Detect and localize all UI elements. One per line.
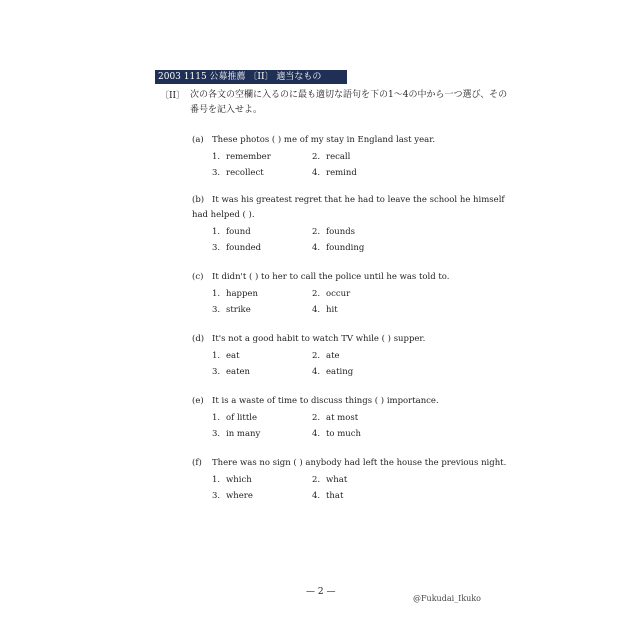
option: 1. eat	[212, 351, 240, 361]
option: 3. strike	[212, 305, 251, 315]
option: 4. founding	[312, 243, 365, 253]
option: 4. hit	[312, 305, 338, 315]
question-label: (e)	[192, 396, 204, 406]
question-stem: It's not a good habit to watch TV while ( ) supper.	[212, 334, 426, 344]
option: 2. at most	[312, 413, 359, 423]
question-label: (a)	[192, 135, 204, 145]
section-instruction: 次の各文の空欄に入るのに最も適切な語句を下の1〜4の中から一つ選び、その番号を記入せよ。	[190, 90, 508, 115]
option: 3. where	[212, 491, 253, 501]
option: 3. recollect	[212, 168, 264, 178]
option: 2. what	[312, 475, 348, 485]
question-e	[192, 394, 512, 442]
options	[212, 348, 512, 380]
question-d	[192, 332, 512, 380]
option: 4. eating	[312, 367, 354, 377]
options	[212, 410, 512, 442]
option: 1. remember	[212, 152, 271, 162]
question-stem: It is a waste of time to discuss things ( ) importance.	[212, 396, 439, 406]
question-label: (c)	[192, 272, 204, 282]
question-stem: It didn't ( ) to her to call the police until he was told to.	[212, 272, 450, 282]
question-label: (d)	[192, 334, 205, 344]
option: 3. in many	[212, 429, 261, 439]
option: 2. ate	[312, 351, 340, 361]
question-a	[192, 133, 512, 181]
question-stem: These photos ( ) me of my stay in England last year.	[212, 135, 436, 145]
section-label: 〔II〕	[160, 91, 186, 101]
page-number: — 2 —	[306, 587, 336, 597]
option: 2. founds	[312, 227, 356, 237]
question-f	[192, 456, 512, 504]
option: 4. that	[312, 491, 344, 501]
options	[212, 286, 512, 318]
options	[212, 472, 512, 504]
question-b	[192, 193, 512, 256]
option: 2. recall	[312, 152, 351, 162]
option: 4. remind	[312, 168, 357, 178]
option: 4. to much	[312, 429, 362, 439]
question-label: (b)	[192, 195, 205, 205]
options	[212, 224, 512, 256]
option: 1. which	[212, 475, 252, 485]
question-label: (f)	[192, 458, 202, 468]
option: 2. occur	[312, 289, 351, 299]
question-stem: There was no sign ( ) anybody had left the house the previous night.	[212, 458, 507, 468]
question-stem: It was his greatest regret that he had to leave the school he himself had helped ( ).	[192, 195, 505, 220]
options	[212, 149, 512, 181]
question-c	[192, 270, 512, 318]
option: 3. eaten	[212, 367, 251, 377]
option: 1. of little	[212, 413, 257, 423]
option: 1. happen	[212, 289, 258, 299]
option: 3. founded	[212, 243, 262, 253]
page-header: 2003 1115 公募推薦 〔II〕 適当なもの	[155, 70, 347, 84]
option: 1. found	[212, 227, 251, 237]
credit-text: @Fukudai_Ikuko	[413, 594, 481, 603]
